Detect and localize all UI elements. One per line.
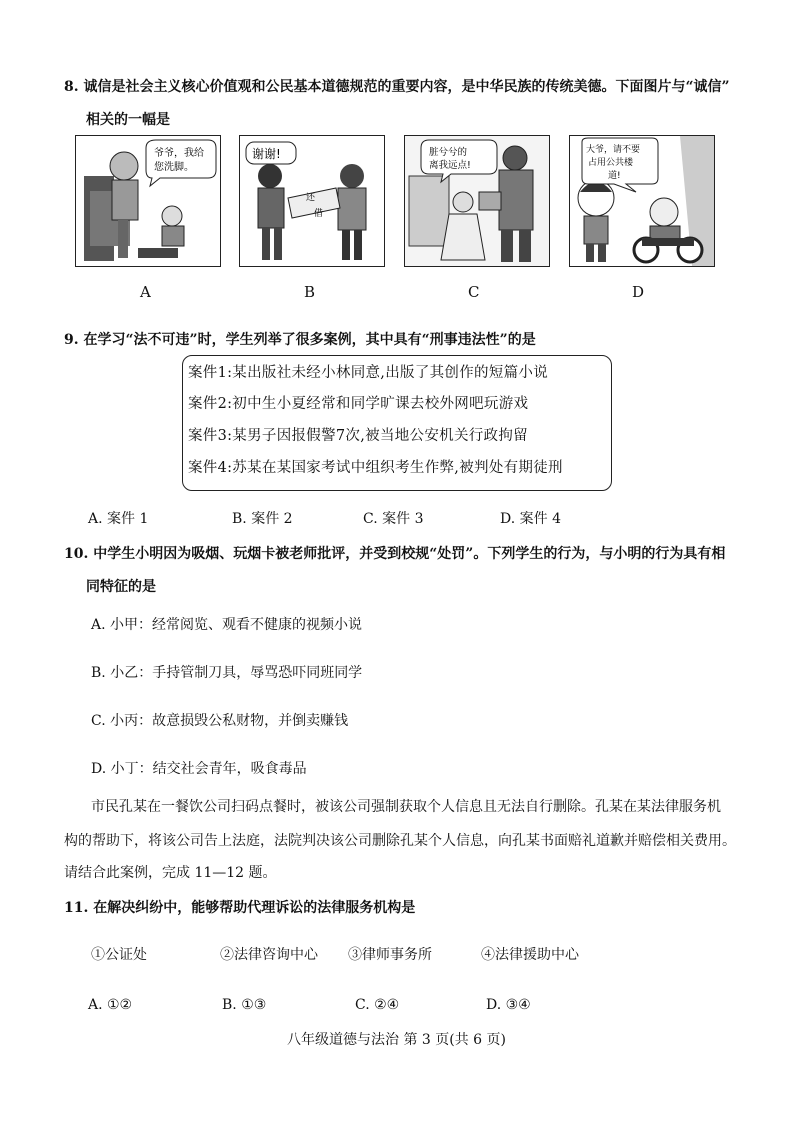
q11-item-4: ④法律援助中心 <box>481 947 579 963</box>
q11-stem: 11. 在解决纠纷中，能够帮助代理诉讼的法律服务机构是 <box>64 900 416 916</box>
q9-option-c: C. 案件 3 <box>363 511 424 527</box>
cartoon-d <box>569 135 715 267</box>
bubble-b: 谢谢! <box>252 147 281 161</box>
page-footer: 八年级道德与法治 第 3 页(共 6 页) <box>287 1032 506 1048</box>
q10-option-a: A. 小甲：经常阅览、观看不健康的视频小说 <box>91 617 363 633</box>
q10-stem-line2: 同特征的是 <box>86 579 156 595</box>
q11-item-2: ②法律咨询中心 <box>220 947 318 963</box>
cartoon-a <box>75 135 221 267</box>
bubble-d-line3: 道! <box>608 171 621 181</box>
q9-option-d: D. 案件 4 <box>500 511 561 527</box>
cartoon-c <box>404 135 550 267</box>
q9-stem: 9. 在学习“法不可违”时，学生列举了很多案例，其中具有“刑事违法性”的是 <box>64 332 536 348</box>
q10-option-b: B. 小乙：手持管制刀具，辱骂恐吓同班同学 <box>91 665 363 681</box>
q11-item-3: ③律师事务所 <box>348 947 432 963</box>
q11-option-d: D. ③④ <box>486 997 531 1013</box>
label-c: C <box>468 283 480 301</box>
label-b: B <box>304 283 316 301</box>
bubble-d-line2: 占用公共楼 <box>588 158 634 168</box>
case-4: 案件4:苏某在某国家考试中组织考生作弊,被判处有期徒刑 <box>188 460 563 476</box>
bubble-c-line2: 离我远点! <box>429 160 471 171</box>
bubble-c-line1: 脏兮兮的 <box>429 147 468 158</box>
q11-option-a: A. ①② <box>88 997 133 1013</box>
q11-option-c: C. ②④ <box>355 997 400 1013</box>
passage-line3: 请结合此案例，完成 11—12 题。 <box>64 865 277 881</box>
case-1: 案件1:某出版社未经小林同意,出版了其创作的短篇小说 <box>188 365 549 381</box>
q9-option-b: B. 案件 2 <box>232 511 293 527</box>
passage-line1: 市民孔某在一餐饮公司扫码点餐时，被该公司强制获取个人信息且无法自行删除。孔某在某法律服务机 <box>91 799 721 815</box>
bubble-a-line1: 爷爷，我给 <box>154 148 204 159</box>
q10-option-c: C. 小丙：故意损毁公私财物，并倒卖赚钱 <box>91 713 349 729</box>
case-2: 案件2:初中生小夏经常和同学旷课去校外网吧玩游戏 <box>188 396 529 412</box>
case-3: 案件3:某男子因报假警7次,被当地公安机关行政拘留 <box>188 428 528 444</box>
bubble-a-line2: 您洗脚。 <box>154 162 194 173</box>
q10-stem-line1: 10. 中学生小明因为吸烟、玩烟卡被老师批评，并受到校规“处罚”。下列学生的行为，与小明的行为具有相 <box>64 546 726 562</box>
book-label-borrow: 借 <box>314 209 324 219</box>
q8-stem-line1: 8. 诚信是社会主义核心价值观和公民基本道德规范的重要内容，是中华民族的传统美德。下面图片与“诚信” <box>64 79 730 95</box>
label-a: A <box>140 283 151 301</box>
q8-stem-line2: 相关的一幅是 <box>86 112 170 128</box>
cartoon-b <box>239 135 385 267</box>
passage-line2: 构的帮助下，将该公司告上法庭，法院判决该公司删除孔某个人信息，向孔某书面赔礼道歉并赔偿相关费用。 <box>64 833 736 849</box>
label-d: D <box>632 283 645 301</box>
q11-item-1: ①公证处 <box>91 947 147 963</box>
q10-option-d: D. 小丁：结交社会青年，吸食毒品 <box>91 761 307 777</box>
book-label-return: 还 <box>306 193 316 203</box>
bubble-d-line1: 大爷，请不要 <box>586 145 641 155</box>
q11-option-b: B. ①③ <box>222 997 267 1013</box>
q9-option-a: A. 案件 1 <box>88 511 149 527</box>
